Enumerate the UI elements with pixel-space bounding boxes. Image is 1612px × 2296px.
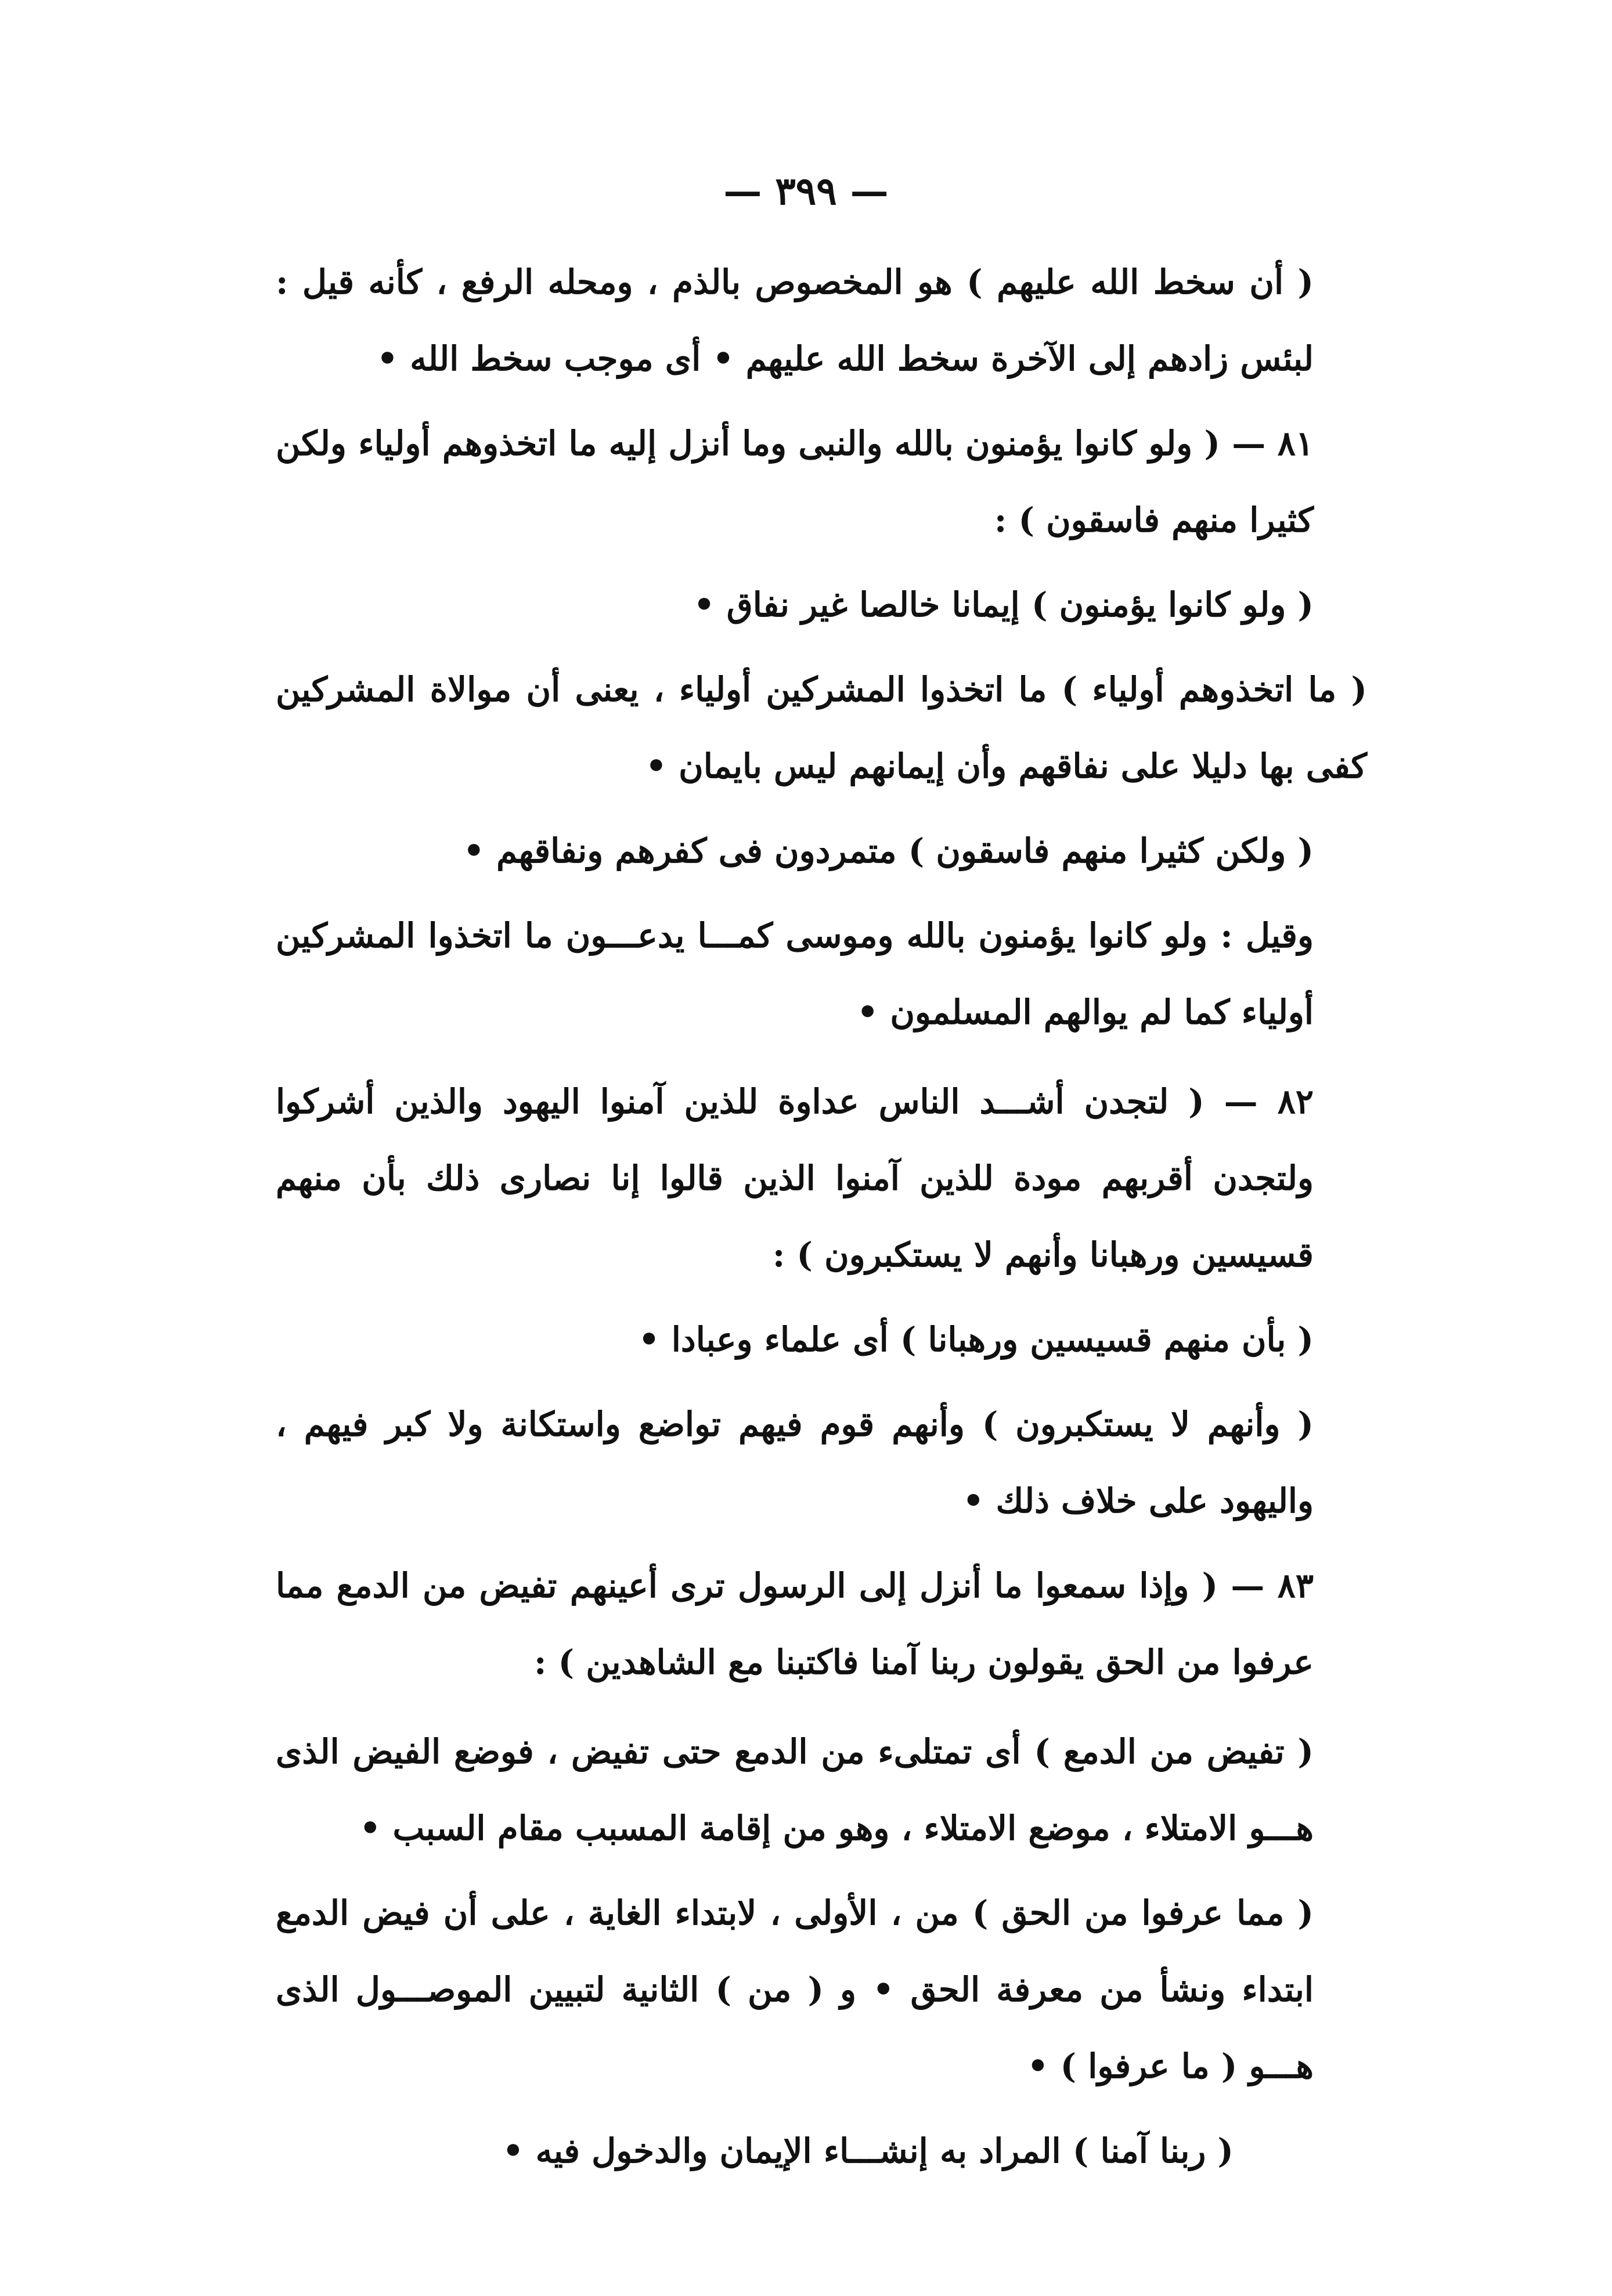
paragraph-2-verse-81: ٨١ — ( ولو كانوا يؤمنون بالله والنبى وما أنزل إليه ما اتخذوهم أولياء ولكن كثيرا منهم فاسقون ) :	[276, 424, 1314, 540]
paragraph-10-verse-83: ٨٣ — ( وإذا سمعوا ما أنزل إلى الرسول ترى أعينهم تفيض من الدمع مما عرفوا من الحق يقولون ربنا آمنا فاكتبنا مع الشاهدين ) :	[276, 1566, 1314, 1682]
paragraph-13: ( ربنا آمنا ) المراد به إنشـــاء الإيمان والدخول فيه •	[502, 2131, 1234, 2171]
paragraph-6: وقيل : ولو كانوا يؤمنون بالله وموسى كمـــا يدعـــون ما اتخذوا المشركين أولياء كما لم يوالهم المسلمون •	[276, 916, 1314, 1032]
paragraph-9: ( وأنهم لا يستكبرون ) وأنهم قوم فيهم تواضع واستكانة ولا كبر فيهم ، واليهود على خلاف ذلك •	[276, 1405, 1314, 1521]
paragraph-11: ( تفيض من الدمع ) أى تمتلىء من الدمع حتى تفيض ، فوضع الفيض الذى هـــو الامتلاء ، موضع الامتلاء ، وهو من إقامة المسبب مقام السبب •	[276, 1732, 1314, 1848]
page-number: — ٣٩٩ —	[723, 168, 889, 214]
paragraph-5: ( ولكن كثيرا منهم فاسقون ) متمردون فى كفرهم ونفاقهم •	[463, 831, 1314, 871]
body-text	[276, 244, 1367, 2189]
paragraph-1: ( أن سخط الله عليهم ) هو المخصوص بالذم ، ومحله الرفع ، كأنه قيل : لبئس زادهم إلى الآخرة سخط الله عليهم • أى موجب سخط الله •	[276, 262, 1314, 378]
paragraph-7-verse-82: ٨٢ — ( لتجدن أشـــد الناس عداوة للذين آمنوا اليهود والذين أشركوا ولتجدن أقربهم مودة للذين آمنوا الذين قالوا إنا نصارى ذلك بأن منهم قسيسين ورهبانا وأنهم لا يستكبرون ) :	[276, 1082, 1314, 1275]
paragraph-4: ( ما اتخذوهم أولياء ) ما اتخذوا المشركين أولياء ، يعنى أن موالاة المشركين كفى بها دليلا على نفاقهم وأن إيمانهم ليس بايمان •	[276, 670, 1367, 786]
paragraph-8: ( بأن منهم قسيسين ورهبانا ) أى علماء وعبادا •	[638, 1320, 1314, 1359]
paragraph-3: ( ولو كانوا يؤمنون ) إيمانا خالصا غير نفاق •	[693, 585, 1314, 624]
paragraph-12: ( مما عرفوا من الحق ) من ، الأولى ، لابتداء الغاية ، على أن فيض الدمع ابتداء ونشأ من معرفة الحق • و ( من ) الثانية لتبيين الموصـــول الذى هـــو ( ما عرفوا ) •	[276, 1893, 1314, 2086]
